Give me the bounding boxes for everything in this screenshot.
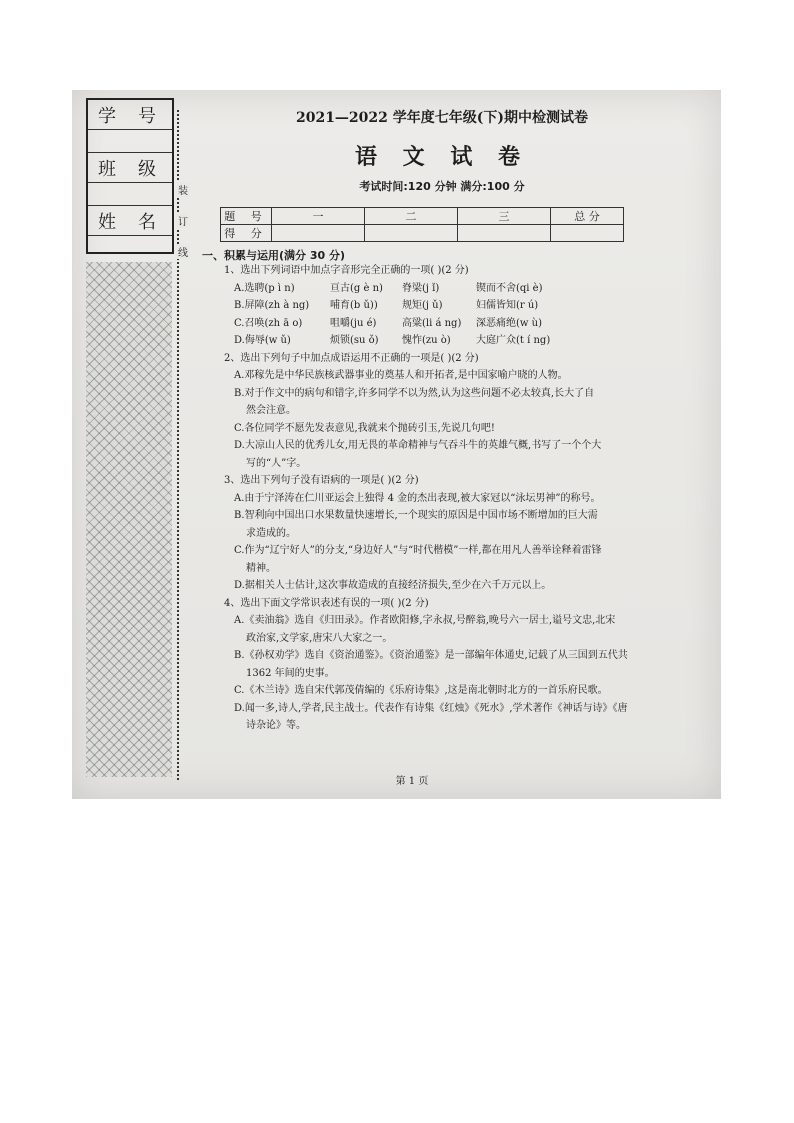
question-4-option-a-cont: 政治家,文学家,唐宋八大家之一。 (246, 632, 393, 644)
question-2-option-d: D.大凉山人民的优秀儿女,用无畏的革命精神与气吞斗牛的英雄气概,书写了一个个大 (234, 440, 602, 451)
score-table-row (221, 208, 624, 225)
question-1-option-a: A.选聘(p ì n) 亘古(g è n) 脊梁(j ǐ) 锲而不舍(qi è) (234, 282, 543, 294)
binding-dotted-line (177, 110, 179, 780)
question-2-option-b: B.对于作文中的病句和错字,许多同学不以为然,认为这些问题不必太较真,长大了自 (234, 387, 595, 399)
question-2-option-c: C.各位同学不愿先发表意见,我就来个抛砖引玉,先说几句吧! (234, 422, 495, 434)
question-3-option-c-cont: 精神。 (246, 562, 276, 574)
class-label: 班 级 (88, 153, 172, 183)
score-cell[interactable] (458, 225, 551, 242)
class-field[interactable] (88, 183, 172, 206)
question-4-option-b-cont: 1362 年间的史事。 (246, 667, 335, 679)
student-id-field[interactable] (88, 130, 172, 153)
score-header-cell: 二 (365, 208, 458, 225)
question-3-stem: 3、选出下列句子没有语病的一项是( )(2 分) (224, 475, 419, 486)
question-4-option-d: D.闻一多,诗人,学者,民主战士。代表作有诗集《红烛》《死水》,学术著作《神话与诗》《唐 (234, 702, 628, 714)
question-3-option-b-cont: 求造成的。 (246, 527, 296, 539)
section-title: 一、积累与运用(满分 30 分) (202, 249, 346, 262)
name-field[interactable] (88, 236, 172, 258)
binding-label-zhuang: 装 (176, 182, 190, 197)
student-info-box (86, 98, 174, 254)
score-cell[interactable] (365, 225, 458, 242)
scanned-page (72, 90, 721, 799)
question-1-option-d: D.侮辱(w ǔ) 烦锁(su ǒ) 愧怍(zu ò) 大庭广众(t í ng) (234, 335, 551, 346)
question-3-option-b: B.智利向中国出口水果数量快速增长,一个现实的原因是中国市场不断增加的巨大需 (234, 510, 598, 521)
page-number: 第 1 页 (395, 776, 429, 787)
decorative-pattern (86, 262, 172, 777)
exam-header: 2021—2022 学年度七年级(下)期中检测试卷 (295, 110, 589, 126)
score-header-cell: 总 分 (551, 208, 624, 225)
score-cell[interactable] (272, 225, 365, 242)
score-table (220, 207, 624, 242)
question-2-stem: 2、选出下列句子中加点成语运用不正确的一项是( )(2 分) (224, 352, 479, 364)
questions (220, 262, 650, 735)
score-table-row (221, 225, 624, 242)
student-id-label: 学 号 (88, 100, 172, 130)
question-3-option-d: D.据相关人士估计,这次事故造成的直接经济损失,至少在六千万元以上。 (234, 580, 552, 591)
question-2-option-b-cont: 然会注意。 (246, 405, 296, 416)
score-row-label: 得 分 (221, 225, 272, 242)
question-3-option-c: C.作为“辽宁好人”的分支,“身边好人”与“时代楷模”一样,都在用凡人善举诠释着雷锋 (234, 545, 602, 556)
binding-label-ding: 订 (176, 213, 190, 228)
question-2-option-d-cont: 写的“人”字。 (246, 457, 307, 469)
question-4-stem: 4、选出下面文学常识表述有误的一项( )(2 分) (224, 597, 429, 609)
question-2-option-a: A.邓稼先是中华民族核武器事业的奠基人和开拓者,是中国家喻户晓的人物。 (234, 370, 568, 381)
question-1-option-c: C.召唤(zh ā o) 咀嚼(ju é) 高粱(li á ng) 深恶痛绝(w ù) (234, 317, 542, 329)
score-header-cell: 题 号 (221, 208, 272, 225)
question-1-option-b: B.屏障(zh à ng) 哺育(b ǔ)) 规矩(j ǔ) 妇儒皆知(r ú) (234, 300, 539, 311)
question-3-option-a: A.由于宁泽涛在仁川亚运会上独得 4 金的杰出表现,被大家冠以“泳坛男神”的称号。 (234, 492, 601, 504)
question-4-option-d-cont: 诗杂论》等。 (246, 720, 306, 731)
question-1-stem: 1、选出下列词语中加点字音形完全正确的一项( )(2 分) (224, 265, 469, 276)
question-4-option-b: B.《孙权劝学》选自《资治通鉴》。《资治通鉴》是一部编年体通史,记载了从三国到五代共 (234, 650, 628, 661)
score-cell[interactable] (551, 225, 624, 242)
name-label: 姓 名 (88, 206, 172, 236)
question-4-option-a: A.《卖油翁》选自《归田录》。作者欧阳修,字永叔,号醉翁,晚号六一居士,谥号文忠,北宋 (234, 615, 616, 626)
score-header-cell: 一 (272, 208, 365, 225)
exam-title: 语 文 试 卷 (355, 144, 529, 170)
question-4-option-c: C.《木兰诗》选自宋代郭茂倩编的《乐府诗集》,这是南北朝时北方的一首乐府民歌。 (234, 685, 608, 696)
binding-label-xian: 线 (176, 244, 190, 259)
score-header-cell: 三 (458, 208, 551, 225)
exam-time-score: 考试时间:120 分钟 满分:100 分 (359, 180, 525, 193)
